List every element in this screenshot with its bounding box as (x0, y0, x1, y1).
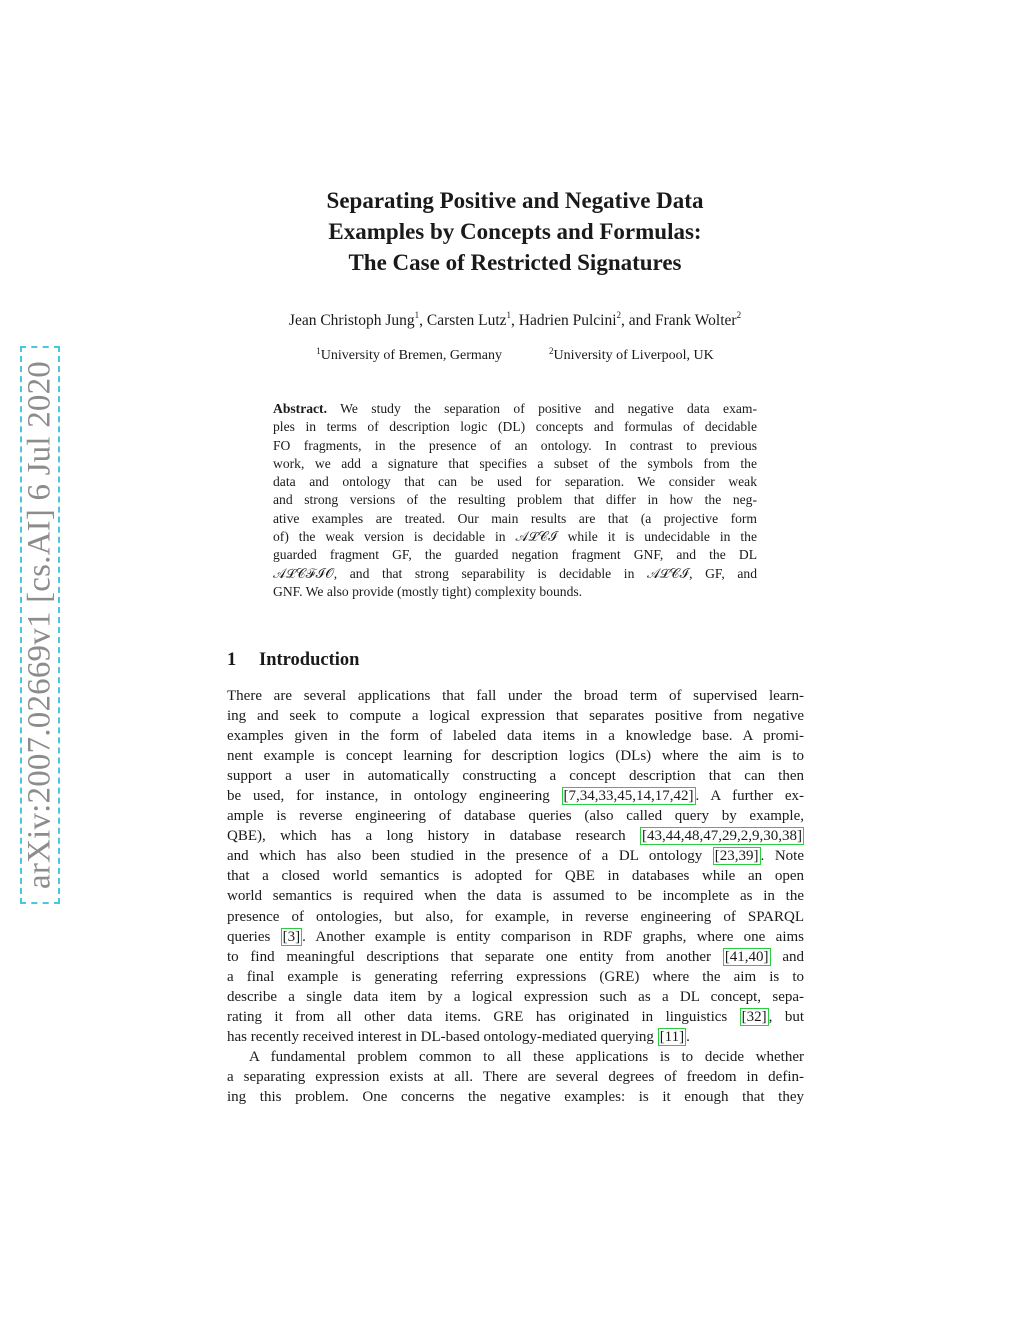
body-line: describe a single data item by a logical expression such as a DL concept, sepa- (227, 988, 804, 1005)
body-line: a final example is generating referring expressions (GRE) where the aim is to (227, 968, 804, 985)
abstract-line: and strong versions of the resulting problem that differ in how the neg- (273, 492, 757, 508)
author-affil-mark: 1 (414, 310, 420, 320)
body-line: There are several applications that fall under the broad term of supervised learn- (227, 688, 804, 704)
body-line: examples given in the form of labeled data items in a knowledge base. A promi- (227, 728, 804, 745)
body-line: ing this problem. One concerns the negative examples: is it enough that they (227, 1088, 804, 1105)
body-line: ing and seek to compute a logical expression that separates positive from negative (227, 708, 804, 725)
abstract-line: We study the separation of positive and negative data exam- (340, 401, 758, 416)
citation-link[interactable]: [43,44,48,47,29,2,9,30,38] (642, 828, 802, 845)
abstract-label: Abstract. (273, 401, 327, 416)
arxiv-identifier: arXiv:2007.02669v1 [cs.AI] 6 Jul 2020 (21, 360, 58, 890)
introduction-body (227, 686, 804, 1107)
affiliations (220, 348, 810, 364)
affiliation-liverpool: University of Liverpool, UK (553, 348, 714, 363)
body-line: be used, for instance, in ontology engineering [7,34,33,45,14,17,42] . A further ex- (227, 788, 804, 805)
abstract (273, 400, 757, 601)
body-line: to find meaningful descriptions that separate one entity from another [41,40] and (227, 948, 804, 965)
citation-link[interactable]: [7,34,33,45,14,17,42] (563, 788, 694, 805)
body-line: a separating expression exists at all. There are several degrees of freedom in defin- (227, 1068, 804, 1085)
section-title: Introduction (259, 650, 360, 670)
abstract-line: GNF. We also provide (mostly tight) complexity bounds. (273, 583, 583, 599)
body-line: that a closed world semantics is adopted for QBE in databases while an open (227, 868, 804, 885)
body-line: has recently received interest in DL-based ontology-mediated querying [11] . (227, 1028, 690, 1045)
body-line: and which has also been studied in the presence of a DL ontology [23,39] . Note (227, 848, 804, 865)
author-affil-mark: 2 (736, 310, 742, 320)
abstract-line: of) the weak version is decidable in 𝒜ℒ𝒞ℐ while it is undecidable in the (273, 529, 757, 545)
title-line: The Case of Restricted Signatures (348, 250, 682, 275)
body-line: A fundamental problem common to all these applications is to decide whether (249, 1048, 804, 1065)
title-line: Separating Positive and Negative Data (326, 188, 704, 213)
paper-title (230, 185, 800, 278)
affiliation-bremen: University of Bremen, Germany (320, 348, 502, 363)
section-number: 1 (227, 650, 237, 670)
author-list: Jean Christoph Jung$^1$, Carsten Lutz$^1$, Hadrien Pulcini$^2$, and Frank Wolter$^2$ (288, 310, 742, 329)
citation-link[interactable]: [11] (659, 1028, 685, 1045)
body-line: world semantics is required when the data is assumed to be incomplete as in the (227, 888, 804, 905)
body-line: support a user in automatically constructing a concept description that can then (227, 768, 804, 785)
author-name: Jean Christoph Jung (288, 312, 415, 329)
section-heading (227, 650, 359, 671)
abstract-line: guarded fragment GF, the guarded negation fragment GNF, and the DL (273, 547, 757, 563)
author-affil-mark: 1 (506, 310, 512, 320)
body-line: ample is reverse engineering of database queries (also called query by example, (227, 808, 804, 825)
abstract-line: FO fragments, in the presence of an ontology. In contrast to previous (273, 437, 757, 453)
author-name: Hadrien Pulcini (518, 312, 617, 329)
citation-link[interactable]: [32] (741, 1008, 767, 1025)
author-name: and Frank Wolter (628, 312, 737, 329)
body-line: queries [3] . Another example is entity comparison in RDF graphs, where one aims (227, 928, 805, 945)
abstract-line: ative examples are treated. Our main results are that (a projective form (273, 510, 757, 526)
affil-mark: 2 (548, 346, 554, 356)
title-line: Examples by Concepts and Formulas: (328, 219, 702, 244)
arxiv-stamp (20, 346, 60, 904)
abstract-line: 𝒜ℒ𝒞ℱℐ𝒪, and that strong separability is decidable in 𝒜ℒ𝒞ℐ, GF, and (273, 565, 757, 581)
citation-link[interactable]: [3] (282, 928, 301, 945)
abstract-line: data and ontology that can be used for separation. We consider weak (273, 474, 757, 490)
body-line: nent example is concept learning for description logics (DLs) where the aim is to (227, 748, 804, 765)
citation-link[interactable]: [41,40] (724, 948, 769, 965)
author-affil-mark: 2 (616, 310, 621, 320)
abstract-line: ples in terms of description logic (DL) concepts and formulas of decidable (273, 419, 757, 435)
affil-mark: 1 (316, 346, 321, 356)
body-line: presence of ontologies, but also, for example, in reverse engineering of SPARQL (227, 908, 804, 925)
abstract-line: work, we add a signature that specifies a subset of the symbols from the (273, 455, 757, 471)
body-line: rating it from all other data items. GRE has originated in linguistics [32] , but (227, 1008, 805, 1025)
citation-link[interactable]: [23,39] (714, 848, 759, 865)
author-name: Carsten Lutz (426, 312, 507, 329)
body-line: QBE), which has a long history in database research [43,44,48,47,29,2,9,30,38] (227, 828, 802, 845)
